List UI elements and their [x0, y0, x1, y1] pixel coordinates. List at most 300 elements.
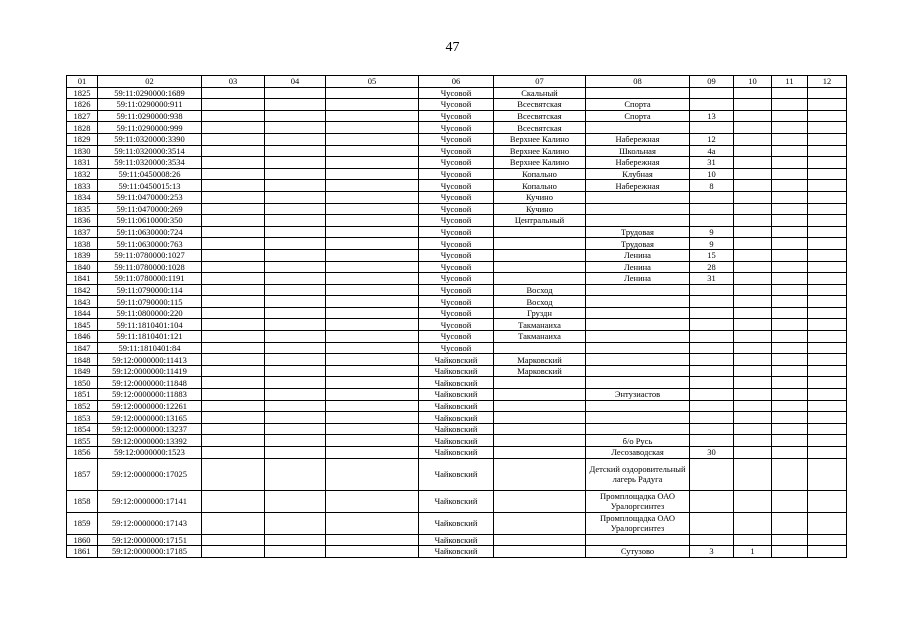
- cell-c08: [586, 377, 690, 389]
- cell-c05: [326, 377, 419, 389]
- cell-c04: [265, 157, 326, 169]
- cell-c07: [494, 342, 586, 354]
- cell-c03: [202, 400, 265, 412]
- cell-c11: [772, 99, 808, 111]
- cell-c03: [202, 307, 265, 319]
- header-row: [67, 76, 847, 88]
- cell-c05: [326, 534, 419, 546]
- cell-c09: [690, 490, 734, 512]
- cell-c02: 59:11:0290000:938: [98, 110, 202, 122]
- cell-c04: [265, 412, 326, 424]
- cell-c05: [326, 249, 419, 261]
- cell-c12: [808, 238, 847, 250]
- cell-c09: [690, 389, 734, 401]
- cell-c11: [772, 87, 808, 99]
- cell-c05: [326, 133, 419, 145]
- table-row: [67, 122, 847, 134]
- cell-c07: Верхнее Калино: [494, 157, 586, 169]
- cell-c04: [265, 342, 326, 354]
- cell-c09: [690, 377, 734, 389]
- table-row: [67, 490, 847, 512]
- cell-c10: [734, 400, 772, 412]
- cell-c08: Школьная: [586, 145, 690, 157]
- cell-c12: [808, 226, 847, 238]
- cell-c02: 59:11:0780000:1191: [98, 273, 202, 285]
- cell-c08: [586, 122, 690, 134]
- cell-c11: [772, 110, 808, 122]
- cell-c12: [808, 261, 847, 273]
- cell-c02: 59:12:0000000:11413: [98, 354, 202, 366]
- cell-c03: [202, 296, 265, 308]
- cell-c02: 59:11:0780000:1027: [98, 249, 202, 261]
- cell-c02: 59:11:1810401:104: [98, 319, 202, 331]
- cell-c08: Ленина: [586, 261, 690, 273]
- cell-c11: [772, 307, 808, 319]
- cell-c06: Чусовой: [419, 307, 494, 319]
- cell-c09: [690, 284, 734, 296]
- cell-c02: 59:11:0780000:1028: [98, 261, 202, 273]
- cell-c12: [808, 307, 847, 319]
- cell-c01: 1858: [67, 490, 98, 512]
- table-row: [67, 389, 847, 401]
- cell-c11: [772, 122, 808, 134]
- cell-c02: 59:11:0320000:3534: [98, 157, 202, 169]
- cell-c02: 59:11:0320000:3390: [98, 133, 202, 145]
- cell-c05: [326, 99, 419, 111]
- cell-c02: 59:11:0630000:724: [98, 226, 202, 238]
- cell-c06: Чусовой: [419, 342, 494, 354]
- table-row: [67, 365, 847, 377]
- cell-c06: Чусовой: [419, 273, 494, 285]
- cell-c04: [265, 490, 326, 512]
- cell-c02: 59:12:0000000:13392: [98, 435, 202, 447]
- cell-c04: [265, 99, 326, 111]
- cell-c03: [202, 331, 265, 343]
- cell-c01: 1842: [67, 284, 98, 296]
- cell-c07: [494, 546, 586, 558]
- cell-c04: [265, 546, 326, 558]
- cell-c07: Всесвятская: [494, 110, 586, 122]
- cell-c11: [772, 490, 808, 512]
- cell-c02: 59:11:1810401:121: [98, 331, 202, 343]
- cell-c04: [265, 249, 326, 261]
- column-header: 06: [419, 76, 494, 88]
- cell-c02: 59:11:0470000:269: [98, 203, 202, 215]
- cell-c10: [734, 157, 772, 169]
- cell-c06: Чусовой: [419, 296, 494, 308]
- cell-c01: 1832: [67, 168, 98, 180]
- cell-c01: 1852: [67, 400, 98, 412]
- column-header: 03: [202, 76, 265, 88]
- cell-c05: [326, 273, 419, 285]
- cell-c12: [808, 435, 847, 447]
- cell-c02: 59:11:0610000:350: [98, 215, 202, 227]
- cell-c07: Марковский: [494, 354, 586, 366]
- cell-c09: [690, 99, 734, 111]
- cell-c10: [734, 435, 772, 447]
- cell-c02: 59:12:0000000:17025: [98, 458, 202, 490]
- table-row: [67, 168, 847, 180]
- cell-c09: [690, 412, 734, 424]
- cell-c07: Кучино: [494, 203, 586, 215]
- cell-c04: [265, 534, 326, 546]
- cell-c07: [494, 238, 586, 250]
- cell-c12: [808, 377, 847, 389]
- cell-c12: [808, 99, 847, 111]
- cell-c08: [586, 203, 690, 215]
- cell-c05: [326, 122, 419, 134]
- cell-c04: [265, 191, 326, 203]
- cell-c04: [265, 423, 326, 435]
- cell-c07: Центральный: [494, 215, 586, 227]
- cell-c04: [265, 122, 326, 134]
- cell-c06: Чусовой: [419, 133, 494, 145]
- cell-c01: 1828: [67, 122, 98, 134]
- cell-c02: 59:11:0290000:911: [98, 99, 202, 111]
- table-row: [67, 331, 847, 343]
- cell-c05: [326, 331, 419, 343]
- cell-c06: Чайковский: [419, 389, 494, 401]
- cell-c03: [202, 215, 265, 227]
- cell-c07: [494, 534, 586, 546]
- cell-c06: Чусовой: [419, 331, 494, 343]
- cell-c04: [265, 296, 326, 308]
- cell-c02: 59:11:0630000:763: [98, 238, 202, 250]
- cell-c03: [202, 87, 265, 99]
- cell-c09: [690, 342, 734, 354]
- cell-c03: [202, 319, 265, 331]
- cell-c07: Марковский: [494, 365, 586, 377]
- cell-c06: Чусовой: [419, 203, 494, 215]
- cell-c05: [326, 226, 419, 238]
- table-row: [67, 238, 847, 250]
- cell-c11: [772, 249, 808, 261]
- cell-c08: Ленина: [586, 273, 690, 285]
- cell-c02: 59:12:0000000:17143: [98, 512, 202, 534]
- cell-c05: [326, 180, 419, 192]
- cell-c01: 1853: [67, 412, 98, 424]
- cell-c01: 1825: [67, 87, 98, 99]
- cell-c11: [772, 168, 808, 180]
- table-row: [67, 307, 847, 319]
- cell-c09: 13: [690, 110, 734, 122]
- cell-c12: [808, 342, 847, 354]
- cell-c11: [772, 191, 808, 203]
- cell-c05: [326, 319, 419, 331]
- cell-c10: [734, 133, 772, 145]
- cell-c10: [734, 110, 772, 122]
- cell-c09: [690, 215, 734, 227]
- cell-c05: [326, 238, 419, 250]
- cell-c09: 9: [690, 226, 734, 238]
- cell-c05: [326, 145, 419, 157]
- cell-c03: [202, 226, 265, 238]
- cell-c08: Промплощадка ОАО Уралоргсинтез: [586, 490, 690, 512]
- table-row: [67, 133, 847, 145]
- cell-c02: 59:11:0470000:253: [98, 191, 202, 203]
- column-header: 08: [586, 76, 690, 88]
- cell-c07: [494, 377, 586, 389]
- cell-c03: [202, 261, 265, 273]
- cell-c11: [772, 133, 808, 145]
- cell-c04: [265, 389, 326, 401]
- cell-c11: [772, 238, 808, 250]
- table-row: [67, 423, 847, 435]
- cell-c12: [808, 319, 847, 331]
- cell-c09: [690, 512, 734, 534]
- cell-c09: 4а: [690, 145, 734, 157]
- cell-c07: [494, 412, 586, 424]
- cell-c07: Кучино: [494, 191, 586, 203]
- cell-c11: [772, 389, 808, 401]
- cell-c11: [772, 319, 808, 331]
- cell-c01: 1850: [67, 377, 98, 389]
- cell-c05: [326, 435, 419, 447]
- cell-c02: 59:12:0000000:11883: [98, 389, 202, 401]
- cell-c04: [265, 354, 326, 366]
- cell-c05: [326, 110, 419, 122]
- cell-c04: [265, 261, 326, 273]
- cell-c10: [734, 534, 772, 546]
- cell-c09: 10: [690, 168, 734, 180]
- cell-c11: [772, 458, 808, 490]
- cell-c01: 1847: [67, 342, 98, 354]
- cell-c06: Чайковский: [419, 354, 494, 366]
- cell-c04: [265, 273, 326, 285]
- cell-c02: 59:12:0000000:17151: [98, 534, 202, 546]
- cell-c04: [265, 215, 326, 227]
- cell-c11: [772, 447, 808, 459]
- cell-c01: 1848: [67, 354, 98, 366]
- cell-c01: 1836: [67, 215, 98, 227]
- cell-c08: Сутузово: [586, 546, 690, 558]
- cell-c01: 1844: [67, 307, 98, 319]
- cell-c03: [202, 273, 265, 285]
- cell-c03: [202, 412, 265, 424]
- cell-c06: Чайковский: [419, 435, 494, 447]
- table-row: [67, 157, 847, 169]
- cell-c11: [772, 412, 808, 424]
- cell-c01: 1827: [67, 110, 98, 122]
- table-row: [67, 284, 847, 296]
- cell-c06: Чайковский: [419, 423, 494, 435]
- cell-c12: [808, 546, 847, 558]
- table-row: [67, 400, 847, 412]
- cell-c05: [326, 191, 419, 203]
- cell-c04: [265, 319, 326, 331]
- cell-c11: [772, 423, 808, 435]
- cell-c01: 1845: [67, 319, 98, 331]
- cell-c06: Чайковский: [419, 412, 494, 424]
- cell-c03: [202, 365, 265, 377]
- cell-c10: [734, 331, 772, 343]
- cell-c11: [772, 435, 808, 447]
- cell-c12: [808, 490, 847, 512]
- cell-c10: [734, 261, 772, 273]
- cell-c08: [586, 307, 690, 319]
- cell-c02: 59:12:0000000:13165: [98, 412, 202, 424]
- cell-c01: 1831: [67, 157, 98, 169]
- cell-c03: [202, 342, 265, 354]
- cell-c12: [808, 157, 847, 169]
- cell-c10: [734, 284, 772, 296]
- cell-c04: [265, 400, 326, 412]
- cell-c10: 1: [734, 546, 772, 558]
- cell-c01: 1826: [67, 99, 98, 111]
- table-row: [67, 249, 847, 261]
- cell-c03: [202, 191, 265, 203]
- cell-c07: [494, 490, 586, 512]
- cell-c10: [734, 296, 772, 308]
- cell-c11: [772, 534, 808, 546]
- table-row: [67, 377, 847, 389]
- cell-c03: [202, 546, 265, 558]
- cell-c03: [202, 377, 265, 389]
- cell-c12: [808, 354, 847, 366]
- cell-c03: [202, 133, 265, 145]
- cell-c05: [326, 512, 419, 534]
- cell-c10: [734, 319, 772, 331]
- cell-c06: Чайковский: [419, 447, 494, 459]
- cell-c08: Энтузиастов: [586, 389, 690, 401]
- cell-c04: [265, 168, 326, 180]
- cell-c02: 59:11:0800000:220: [98, 307, 202, 319]
- cell-c05: [326, 389, 419, 401]
- cell-c07: Груздн: [494, 307, 586, 319]
- cell-c05: [326, 412, 419, 424]
- column-header: 01: [67, 76, 98, 88]
- cell-c06: Чусовой: [419, 249, 494, 261]
- cell-c09: [690, 87, 734, 99]
- cell-c05: [326, 157, 419, 169]
- table-row: [67, 354, 847, 366]
- cell-c03: [202, 354, 265, 366]
- cell-c06: Чусовой: [419, 226, 494, 238]
- cell-c07: Такманаиха: [494, 319, 586, 331]
- cell-c04: [265, 133, 326, 145]
- cell-c10: [734, 412, 772, 424]
- cell-c12: [808, 412, 847, 424]
- cell-c10: [734, 191, 772, 203]
- cell-c09: [690, 331, 734, 343]
- cell-c07: Верхнее Калино: [494, 133, 586, 145]
- cell-c06: Чусовой: [419, 168, 494, 180]
- cell-c08: Набережная: [586, 133, 690, 145]
- cell-c05: [326, 546, 419, 558]
- cell-c01: 1846: [67, 331, 98, 343]
- cell-c08: Трудовая: [586, 238, 690, 250]
- cell-c06: Чусовой: [419, 191, 494, 203]
- cell-c03: [202, 122, 265, 134]
- cell-c04: [265, 447, 326, 459]
- cell-c10: [734, 447, 772, 459]
- cell-c03: [202, 249, 265, 261]
- cell-c07: [494, 389, 586, 401]
- cell-c08: [586, 331, 690, 343]
- cell-c05: [326, 284, 419, 296]
- cell-c12: [808, 191, 847, 203]
- cell-c10: [734, 365, 772, 377]
- cell-c05: [326, 458, 419, 490]
- cell-c02: 59:11:0290000:1689: [98, 87, 202, 99]
- cell-c09: [690, 191, 734, 203]
- cell-c11: [772, 296, 808, 308]
- cell-c09: 30: [690, 447, 734, 459]
- cell-c03: [202, 512, 265, 534]
- cell-c12: [808, 180, 847, 192]
- cell-c02: 59:11:0290000:999: [98, 122, 202, 134]
- cell-c04: [265, 226, 326, 238]
- cell-c06: Чусовой: [419, 319, 494, 331]
- cell-c08: Детский оздоровительный лагерь Радуга: [586, 458, 690, 490]
- cell-c07: Копально: [494, 168, 586, 180]
- cell-c01: 1839: [67, 249, 98, 261]
- cell-c12: [808, 273, 847, 285]
- cell-c07: Верхнее Калино: [494, 145, 586, 157]
- cell-c11: [772, 284, 808, 296]
- cell-c10: [734, 458, 772, 490]
- cell-c07: [494, 423, 586, 435]
- cell-c08: Лесозаводская: [586, 447, 690, 459]
- column-header: 07: [494, 76, 586, 88]
- cell-c11: [772, 342, 808, 354]
- table-row: [67, 145, 847, 157]
- cell-c08: [586, 423, 690, 435]
- cell-c09: 15: [690, 249, 734, 261]
- cell-c11: [772, 180, 808, 192]
- cell-c11: [772, 377, 808, 389]
- column-header: 05: [326, 76, 419, 88]
- cell-c03: [202, 203, 265, 215]
- cell-c12: [808, 249, 847, 261]
- cell-c06: Чусовой: [419, 284, 494, 296]
- cell-c01: 1851: [67, 389, 98, 401]
- page-number: 47: [445, 40, 460, 55]
- cell-c01: 1833: [67, 180, 98, 192]
- cell-c08: б/о Русь: [586, 435, 690, 447]
- cell-c09: 31: [690, 273, 734, 285]
- cell-c09: [690, 458, 734, 490]
- cell-c07: [494, 435, 586, 447]
- column-header: 04: [265, 76, 326, 88]
- cell-c07: [494, 400, 586, 412]
- cell-c06: Чайковский: [419, 365, 494, 377]
- cell-c12: [808, 400, 847, 412]
- cell-c03: [202, 110, 265, 122]
- cell-c11: [772, 365, 808, 377]
- cell-c06: Чусовой: [419, 122, 494, 134]
- cell-c02: 59:11:0790000:115: [98, 296, 202, 308]
- cell-c07: [494, 249, 586, 261]
- cell-c08: [586, 354, 690, 366]
- cell-c08: Промплощадка ОАО Уралоргсинтез: [586, 512, 690, 534]
- cell-c02: 59:12:0000000:17141: [98, 490, 202, 512]
- cell-c07: Восход: [494, 296, 586, 308]
- cell-c02: 59:12:0000000:1523: [98, 447, 202, 459]
- cell-c05: [326, 490, 419, 512]
- cell-c12: [808, 133, 847, 145]
- cell-c07: Скальный: [494, 87, 586, 99]
- cell-c09: 28: [690, 261, 734, 273]
- cell-c09: [690, 319, 734, 331]
- cell-c01: 1849: [67, 365, 98, 377]
- cell-c11: [772, 226, 808, 238]
- cell-c02: 59:12:0000000:13237: [98, 423, 202, 435]
- cell-c03: [202, 168, 265, 180]
- cell-c10: [734, 238, 772, 250]
- table-row: [67, 512, 847, 534]
- cell-c06: Чайковский: [419, 490, 494, 512]
